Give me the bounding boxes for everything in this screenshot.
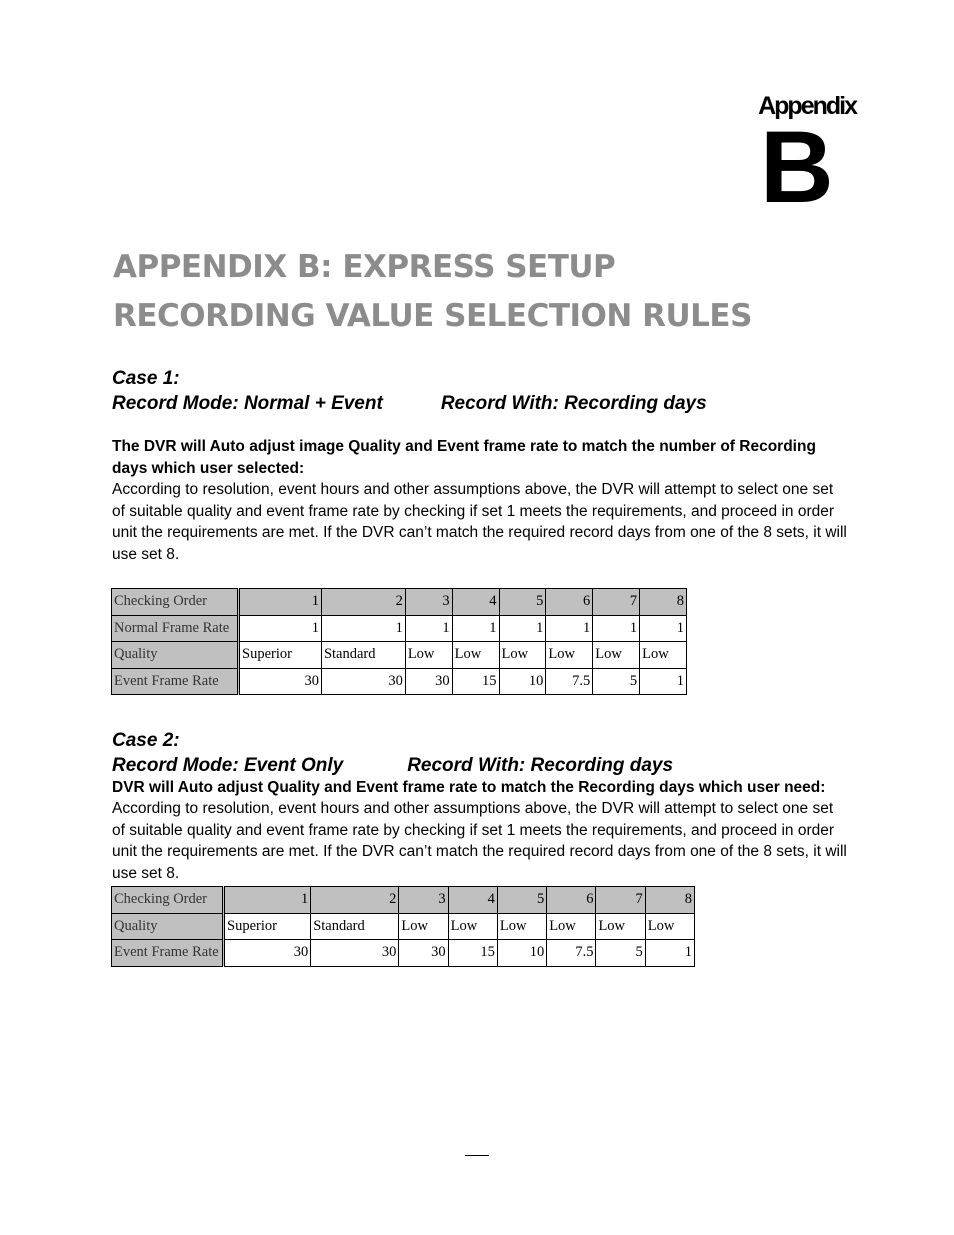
- table-row: [112, 887, 695, 914]
- table-cell: 7.5: [547, 940, 596, 967]
- row-label: Normal Frame Rate: [112, 615, 239, 642]
- table-row: [112, 940, 695, 967]
- appendix-letter: B: [760, 110, 832, 224]
- case2-label: Case 2:: [112, 730, 180, 751]
- row-label: Event Frame Rate: [112, 668, 239, 695]
- case2-mode-row: [112, 753, 673, 778]
- table-cell: 30: [405, 668, 452, 695]
- table-cell: Standard: [321, 642, 405, 669]
- table-cell: 15: [448, 940, 497, 967]
- table-cell: Low: [448, 913, 497, 940]
- case2-bold-paragraph: DVR will Auto adjust Quality and Event frame rate to match the Recording days which user need:: [112, 779, 826, 796]
- case2-record-mode: Record Mode: Event Only: [112, 755, 344, 776]
- table-cell: 4: [448, 887, 497, 914]
- row-label: Event Frame Rate: [112, 940, 224, 967]
- table-row: [112, 589, 687, 616]
- row-label: Checking Order: [112, 589, 239, 616]
- table-cell: Low: [547, 913, 596, 940]
- table-cell: 8: [645, 887, 694, 914]
- table-cell: 1: [593, 615, 640, 642]
- table-cell: 1: [405, 615, 452, 642]
- page-title-line-1: APPENDIX B: EXPRESS SETUP: [113, 249, 616, 285]
- case1-heading: [112, 366, 707, 416]
- row-label: Quality: [112, 642, 239, 669]
- table-cell: 30: [399, 940, 448, 967]
- table-cell: 30: [224, 940, 311, 967]
- page-footer-rule: [465, 1155, 489, 1156]
- table-cell: 30: [311, 940, 399, 967]
- table-cell: 6: [547, 887, 596, 914]
- case1-record-mode: Record Mode: Normal + Event: [112, 393, 383, 414]
- page-title-line-2: RECORDING VALUE SELECTION RULES: [113, 298, 752, 334]
- table-cell: 1: [640, 615, 687, 642]
- table-cell: 7: [596, 887, 645, 914]
- case2-heading: [112, 728, 673, 778]
- table-cell: 1: [452, 615, 499, 642]
- table-cell: Superior: [224, 913, 311, 940]
- table-cell: 1: [239, 615, 322, 642]
- case2-record-with: Record With: Recording days: [407, 755, 674, 776]
- table-cell: 2: [311, 887, 399, 914]
- table-row: [112, 913, 695, 940]
- table-cell: 7.5: [546, 668, 593, 695]
- table-cell: 5: [499, 589, 546, 616]
- table-cell: 1: [645, 940, 694, 967]
- table-cell: 1: [239, 589, 322, 616]
- table-cell: Low: [640, 642, 687, 669]
- case2-body-paragraph: According to resolution, event hours and other assumptions above, the DVR will attempt to select one set of suitable quality and event frame rate by checking if set 1 meets the requirements, and proceed in order unit the requirements are met. If the DVR can’t match the required record days from one of the 8 sets, it will use set 8.: [112, 800, 847, 882]
- case2-table: [111, 886, 695, 967]
- table-cell: Low: [593, 642, 640, 669]
- table-cell: 2: [321, 589, 405, 616]
- table-cell: 5: [497, 887, 546, 914]
- appendix-label: Appendix: [758, 92, 856, 120]
- table-cell: Low: [399, 913, 448, 940]
- case1-body-paragraph: According to resolution, event hours and other assumptions above, the DVR will attempt to select one set of suitable quality and event frame rate by checking if set 1 meets the requirements, and proceed in order unit the requirements are met. If the DVR can’t match the required record days from one of the 8 sets, it will use set 8.: [112, 481, 847, 563]
- case1-mode-row: [112, 391, 707, 416]
- table-cell: 3: [399, 887, 448, 914]
- table-cell: Low: [546, 642, 593, 669]
- table-cell: Low: [452, 642, 499, 669]
- table-cell: 1: [640, 668, 687, 695]
- row-label: Quality: [112, 913, 224, 940]
- table-cell: 10: [499, 668, 546, 695]
- table-cell: 1: [321, 615, 405, 642]
- table-cell: 1: [499, 615, 546, 642]
- case1-bold-paragraph: The DVR will Auto adjust image Quality and Event frame rate to match the number of Recording days which user selected:: [112, 438, 816, 477]
- table-row: [112, 642, 687, 669]
- table-cell: 30: [321, 668, 405, 695]
- row-label: Checking Order: [112, 887, 224, 914]
- table-cell: Standard: [311, 913, 399, 940]
- case1-record-with: Record With: Recording days: [440, 393, 707, 414]
- table-cell: Low: [596, 913, 645, 940]
- case1-label: Case 1:: [112, 368, 180, 389]
- table-cell: Low: [497, 913, 546, 940]
- page-title: [113, 243, 873, 341]
- table-cell: 8: [640, 589, 687, 616]
- table-cell: 7: [593, 589, 640, 616]
- table-cell: Low: [499, 642, 546, 669]
- table-row: [112, 668, 687, 695]
- table-cell: 4: [452, 589, 499, 616]
- table-cell: 3: [405, 589, 452, 616]
- table-cell: 30: [239, 668, 322, 695]
- table-cell: Low: [405, 642, 452, 669]
- table-cell: 1: [546, 615, 593, 642]
- case1-table: [111, 588, 687, 695]
- table-cell: 6: [546, 589, 593, 616]
- table-cell: Superior: [239, 642, 322, 669]
- table-cell: 5: [596, 940, 645, 967]
- table-cell: Low: [645, 913, 694, 940]
- table-cell: 15: [452, 668, 499, 695]
- table-cell: 10: [497, 940, 546, 967]
- table-cell: 1: [224, 887, 311, 914]
- table-cell: 5: [593, 668, 640, 695]
- table-row: [112, 615, 687, 642]
